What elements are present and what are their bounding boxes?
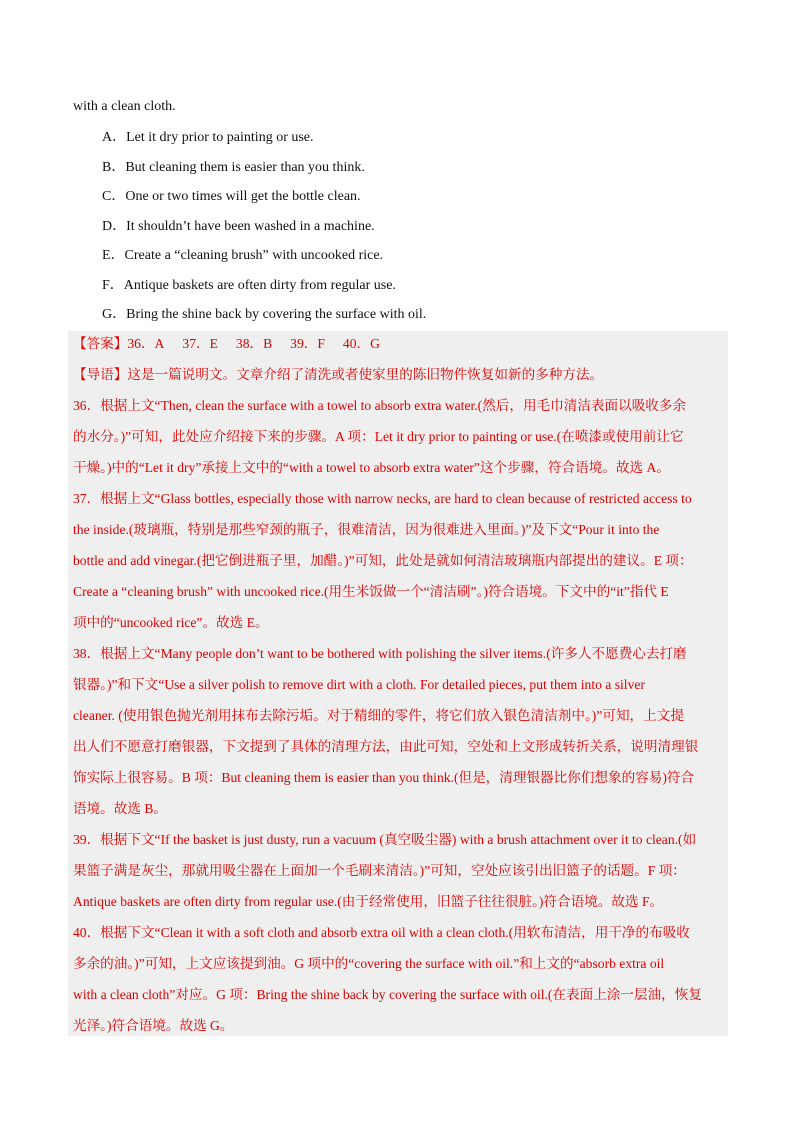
option-list [102,128,426,335]
explanation-line: 出人们不愿意打磨银器，下文提到了具体的清理方法，由此可知，空处和上文形成转折关系，说明清理银 [73,739,699,754]
option-c: C．One or two times will get the bottle clean. [102,189,361,204]
option-b: B．But cleaning them is easier than you think. [102,159,365,175]
explanation-line: 的水分。)”可知，此处应介绍接下来的步骤。A 项：Let it dry prior to painting or use.(在喷漆或使用前让它 [73,429,684,444]
explanation-line: bottle and add vinegar.(把它倒进瓶子里，加醋。)”可知，此处是就如何清洁玻璃瓶内部提出的建议。E 项： [73,553,693,568]
explanation-line: with a clean cloth”对应。G 项：Bring the shine back by covering the surface with oil.(在表面上涂一层油，恢复 [73,987,702,1002]
answer-item-38: 38．B [235,336,273,351]
explanation-line: cleaner. (使用银色抛光剂用抹布去除污垢。对于精细的零件，将它们放入银色清洁剂中。)”可知，上文提 [73,708,684,723]
explanation-line: 干燥。)中的“Let it dry”承接上文中的“with a towel to absorb extra water”这个步骤，符合语境。故选 A。 [73,460,670,475]
explanation-line: 饰实际上很容易。B 项：But cleaning them is easier than you think.(但是，清理银器比你们想象的容易)符合 [73,770,695,785]
explanation-line: 光泽。)符合语境。故选 G。 [73,1018,234,1033]
answer-item-39: 39．F [290,336,325,351]
explanation-line: 多余的油。)”可知，上文应该提到油。G 项中的“covering the surface with oil.”和上文的“absorb extra oil [73,956,665,971]
option-e: E．Create a “cleaning brush” with uncooked rice. [102,248,384,263]
option-f: F．Antique baskets are often dirty from regular use. [102,277,396,293]
option-d: D．It shouldn’t have been washed in a machine. [102,218,375,234]
explanation-line: 38．根据上文“Many people don’t want to be bothered with polishing the silver items.(许多人不愿费心去打磨 [73,646,687,661]
explanation-line: the inside.(玻璃瓶，特别是那些窄颈的瓶子，很难清洁，因为很难进入里面。)”及下文“Pour it into the [73,522,660,537]
answer-item-37: 37．E [182,336,218,351]
option-g: G．Bring the shine back by covering the surface with oil. [102,307,427,322]
answer-item-40: 40．G [342,336,380,351]
answer-line [73,334,380,354]
answer-item-36: 36．A [127,336,165,351]
explanation-line: Create a “cleaning brush” with uncooked rice.(用生米饭做一个“清洁刷”。)符合语境。下文中的“it”指代 E [73,584,669,599]
explanation-line: 39．根据下文“If the basket is just dusty, run a vacuum (真空吸尘器) with a brush attachment over it to clean.(如 [73,832,697,847]
explanation-line: 语境。故选 B。 [73,801,168,816]
explanation-line: 果篮子满是灰尘，那就用吸尘器在上面加一个毛刷来清洁。)”可知，空处应该引出旧篮子的话题。F 项： [73,863,686,878]
explanation-line: Antique baskets are often dirty from regular use.(由于经常使用，旧篮子往往很脏。)符合语境。故选 F。 [73,894,664,909]
explanation-line: 40．根据下文“Clean it with a soft cloth and absorb extra oil with a clean cloth.(用软布清洁，用干净的布吸收 [73,925,690,940]
passage-closing-line: with a clean cloth. [73,99,176,114]
answer-label: 【答案】 [73,336,128,351]
explanation-line: 37．根据上文“Glass bottles, especially those with narrow necks, are hard to clean because of restricted access to [73,491,692,506]
guide-line: 【导语】这是一篇说明文。文章介绍了清洗或者使家里的陈旧物件恢复如新的多种方法。 [73,367,604,382]
explanation-line: 银器。)”和下文“Use a silver polish to remove dirt with a cloth. For detailed pieces, put them into a silver [73,677,645,692]
explanation-line: 项中的“uncooked rice”。故选 E。 [73,615,269,630]
explanation-line: 36．根据上文“Then, clean the surface with a towel to absorb extra water.(然后，用毛巾清洁表面以吸收多余 [73,398,687,413]
option-a: A．Let it dry prior to painting or use. [102,130,314,145]
